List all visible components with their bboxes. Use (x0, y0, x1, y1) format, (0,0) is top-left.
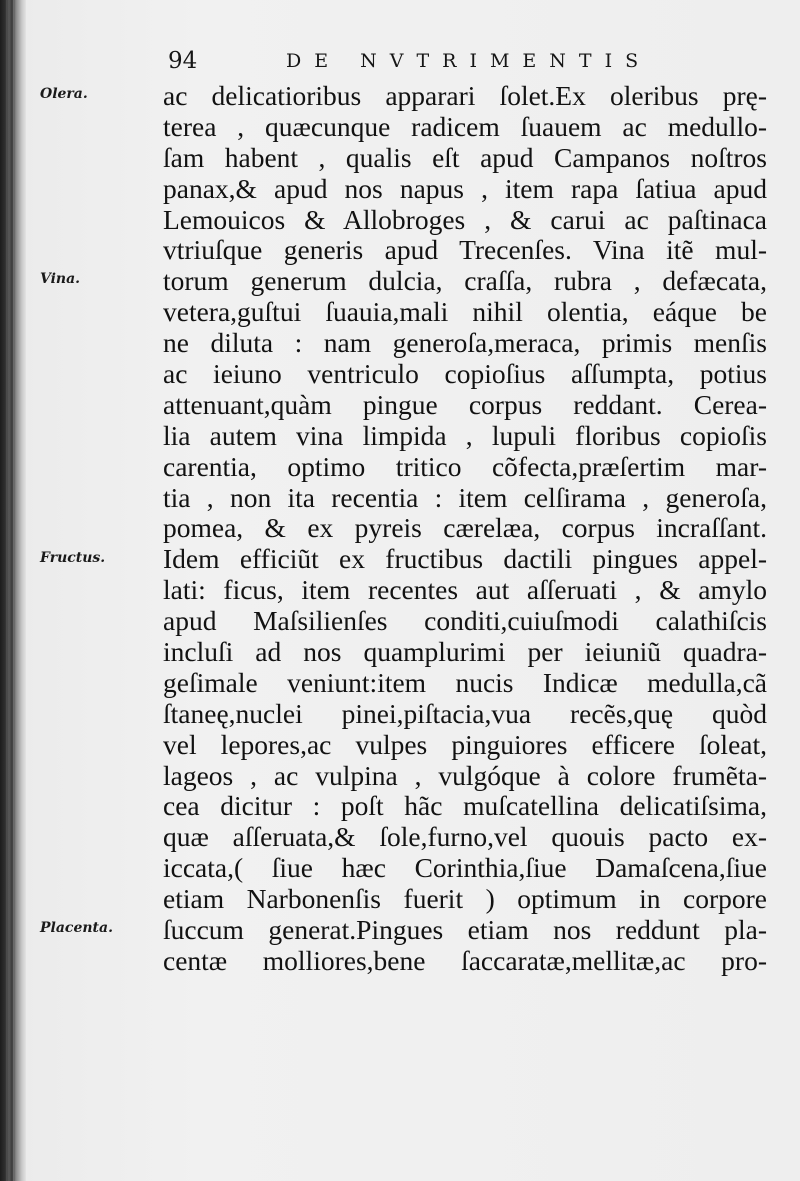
text-line: quæ aſſeruata,& ſole,furno,vel quouis pacto ex- (163, 822, 767, 853)
running-head: DE NVTRIMENTIS (286, 50, 652, 72)
binding-edge-line (13, 0, 15, 1181)
text-line: vtriuſque generis apud Trecenſes. Vina itẽ mul- (163, 235, 767, 266)
text-line: ac delicatioribus apparari ſolet.Ex oleribus prę- (163, 81, 767, 111)
margin-note: Fructus. (40, 549, 106, 566)
text-line: terea , quæcunque radicem ſuauem ac medullo- (163, 111, 767, 142)
text-line: panax,& apud nos napus , item rapa ſatiua apud (163, 173, 767, 204)
text-line: vel lepores,ac vulpes pinguiores efficere ſoleat, (163, 729, 767, 760)
text-line: attenuant,quàm pingue corpus reddant. Cerea- (163, 389, 767, 420)
text-line: ne diluta : nam generoſa,meraca, primis menſis (163, 328, 767, 359)
text-line: ſam habent , qualis eſt apud Campanos noſtros (163, 142, 767, 173)
text-line: etiam Narbonenſis fuerit ) optimum in corpore (163, 884, 767, 915)
text-line: pomea, & ex pyreis cærelæa, corpus incraſſant. (163, 513, 767, 544)
margin-notes-column (40, 0, 150, 1181)
binding-edge-line (6, 0, 8, 1181)
text-line: ac ieiuno ventriculo copioſius aſſumpta, potius (163, 359, 767, 390)
text-line: lageos , ac vulpina , vulgóque à colore frumẽta- (163, 760, 767, 791)
text-line: lati: ficus, item recentes aut aſſeruati , & amylo (163, 575, 767, 606)
text-line: cea dicitur : poſt hãc muſcatellina delicatiſsima, (163, 791, 767, 822)
text-line: torum generum dulcia, craſſa, rubra , defæcata, (163, 266, 767, 297)
text-line: vetera,guſtui ſuauia,mali nihil olentia, eáque be (163, 297, 767, 328)
page-number: 94 (168, 48, 198, 74)
margin-note: Olera. (40, 86, 88, 102)
body-text (163, 81, 775, 977)
text-line: ſtaneę,nuclei pinei,piſtacia,vua recẽs,quę quòd (163, 698, 767, 729)
text-line: carentia, optimo tritico cõfecta,præſertim mar- (163, 451, 767, 482)
text-line: tia , non ita recentia : item celſirama , generoſa, (163, 482, 767, 513)
text-line: lia autem vina limpida , lupuli floribus copioſis (163, 420, 767, 451)
text-line: geſimale veniunt:item nucis Indicæ medulla,cã (163, 667, 767, 698)
page-header (168, 40, 688, 80)
margin-note: Placenta. (40, 920, 113, 937)
text-line: Idem efficiũt ex fructibus dactili pingues appel- (163, 544, 767, 575)
text-line: ſuccum generat.Pingues etiam nos reddunt pla- (163, 915, 767, 946)
margin-note: Vina. (40, 271, 81, 288)
text-line: centæ molliores,bene ſaccaratæ,mellitæ,ac pro- (163, 945, 767, 976)
text-line: Lemouicos & Allobroges , & carui ac paſtinaca (163, 204, 767, 235)
text-line: incluſi ad nos quamplurimi per ieiuniũ quadra- (163, 637, 767, 668)
text-line: iccata,( ſiue hæc Corinthia,ſiue Damaſcena,ſiue (163, 853, 767, 884)
text-line: apud Maſsilienſes conditi,cuiuſmodi calathiſcis (163, 606, 767, 637)
